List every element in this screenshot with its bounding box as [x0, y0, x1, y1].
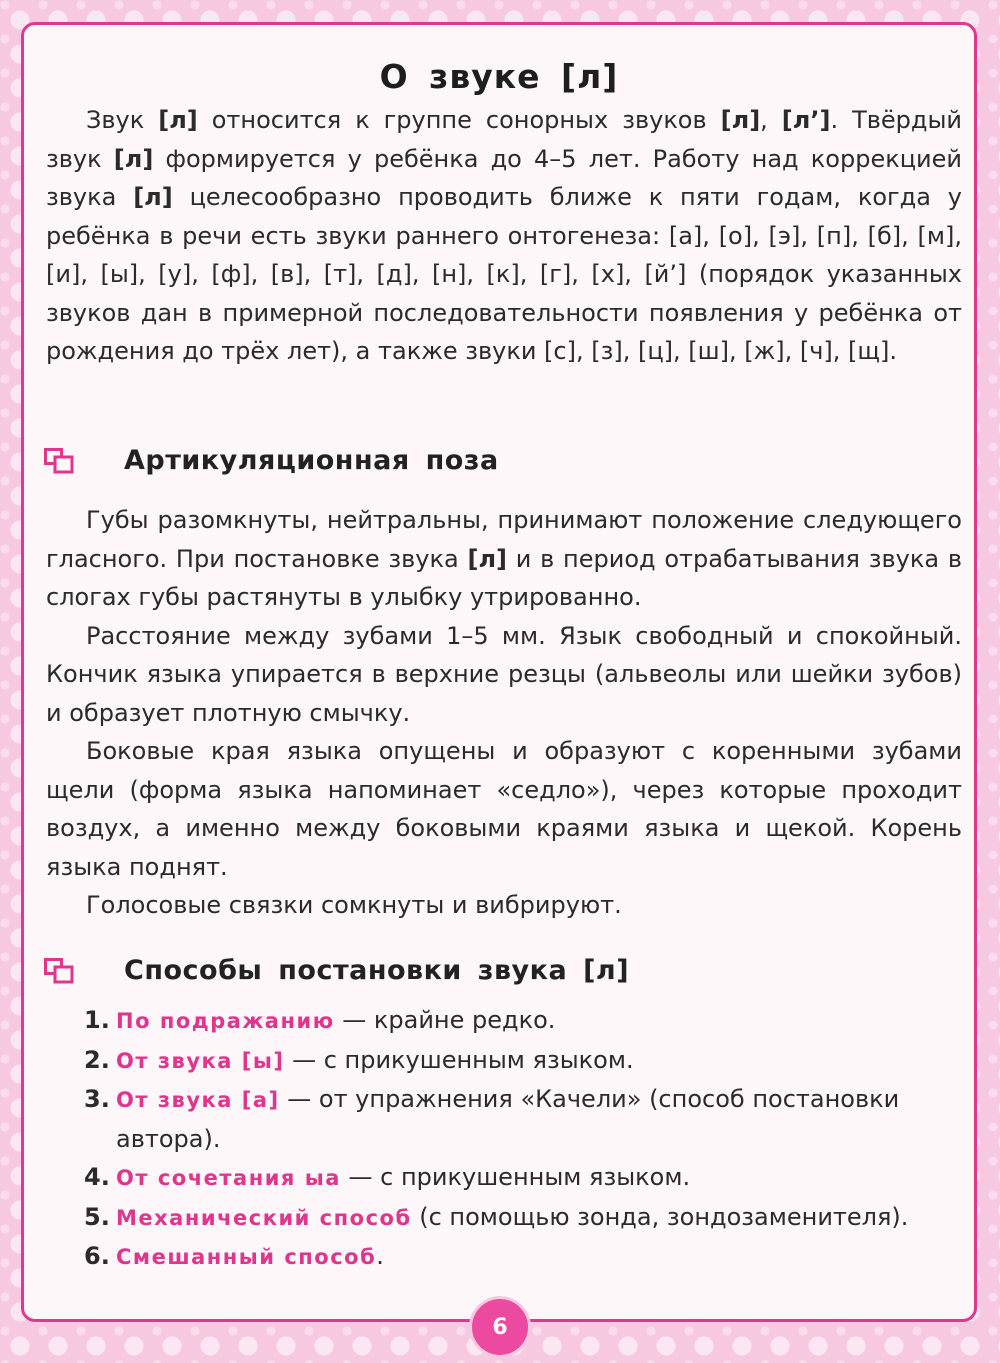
- articulation-p1: [46, 501, 962, 617]
- articulation-body: [46, 501, 962, 925]
- list-item: [84, 1158, 964, 1198]
- methods-list: [84, 1001, 964, 1277]
- list-item: [84, 1198, 964, 1238]
- list-item: [84, 1237, 964, 1277]
- item-number: 4.: [84, 1163, 110, 1191]
- method-desc: — крайне редко.: [334, 1006, 556, 1034]
- section-marker-icon: [44, 448, 74, 474]
- method-name: Смешанный способ: [116, 1245, 377, 1269]
- methods-heading-text: Способы постановки звука [л]: [124, 955, 630, 986]
- item-number: 2.: [84, 1045, 110, 1074]
- page-card: [21, 22, 977, 1322]
- page-title: О звуке [л]: [379, 57, 619, 96]
- item-number: 1.: [84, 1006, 110, 1034]
- text: и в период отрабатывания звука в слогах губы растянуты в улыбку утрированно.: [46, 544, 962, 611]
- method-desc: .: [376, 1242, 384, 1270]
- articulation-p4: Голосовые связки сомкнуты и вибрируют.: [86, 891, 622, 919]
- articulation-heading-text: Артикуляционная поза: [124, 445, 499, 476]
- text: . Твёрдый звук: [46, 106, 963, 173]
- sound-bold: [л]: [133, 183, 173, 211]
- articulation-p2: Расстояние между зубами 1–5 мм. Язык свободный и спокойный. Кончик языка упирается в верхние резцы (альвеолы или шейки зубов) и образует плотную смычку.: [46, 621, 962, 727]
- item-number: 5.: [84, 1202, 110, 1231]
- articulation-p3: Боковые края языка опущены и образуют с коренными зубами щели (форма языка напоминает «седло»), через которые проходит воздух, а именно между боковыми краями языка и щекой. Корень языка поднят.: [46, 737, 962, 881]
- method-desc: — с прикушенным языком.: [340, 1163, 691, 1191]
- method-desc: — от упражнения «Качели» (способ постановки автора).: [116, 1085, 900, 1153]
- sound-bold: [л]: [158, 106, 198, 134]
- intro-paragraph: [46, 101, 962, 371]
- page-number: 6: [472, 1299, 528, 1355]
- text: формируется у ребёнка до 4–5 лет. Работу над коррекцией звука: [46, 144, 963, 211]
- method-name: Механический способ: [116, 1205, 412, 1230]
- articulation-heading: [44, 445, 499, 476]
- sound-bold: [л]: [113, 144, 154, 173]
- method-desc: — с прикушенным языком.: [284, 1045, 634, 1074]
- section-marker-icon: [44, 958, 74, 984]
- item-number: 6.: [84, 1242, 110, 1270]
- methods-heading: [44, 955, 629, 986]
- method-name: От сочетания ыа: [116, 1166, 341, 1190]
- text: Звук: [86, 106, 159, 134]
- text: относится к группе сонорных звуков: [197, 106, 721, 134]
- text: ,: [760, 106, 782, 134]
- method-name: По подражанию: [116, 1009, 335, 1033]
- method-desc: (с помощью зонда, зондозаменителя).: [411, 1202, 909, 1231]
- sound-bold: [л’]: [781, 106, 831, 134]
- method-name: От звука [а]: [116, 1088, 280, 1112]
- list-item: [84, 1080, 964, 1158]
- text: Губы разомкнуты, нейтральны, принимают положение следующего гласного. При постановке звука: [46, 506, 962, 573]
- list-item: [84, 1041, 964, 1081]
- sound-bold: [л]: [467, 544, 507, 573]
- method-name: От звука [ы]: [116, 1048, 285, 1073]
- item-number: 3.: [84, 1085, 110, 1113]
- sound-bold: [л]: [720, 106, 761, 134]
- list-item: [84, 1001, 964, 1041]
- text: целесообразно проводить ближе к пяти годам, когда у ребёнка в речи есть звуки раннего онтогенеза: [а], [о], [э], [п], [б], [м], [и], [ы], [у], [ф], [в], [т], [д], [н], [к], [г], [х], [й’] (порядок указанных звуков дан в примерной последовательности появления у ребёнка от рождения до трёх лет), а также звуки [с], [з], [ц], [ш], [ж], [ч], [щ].: [46, 183, 962, 365]
